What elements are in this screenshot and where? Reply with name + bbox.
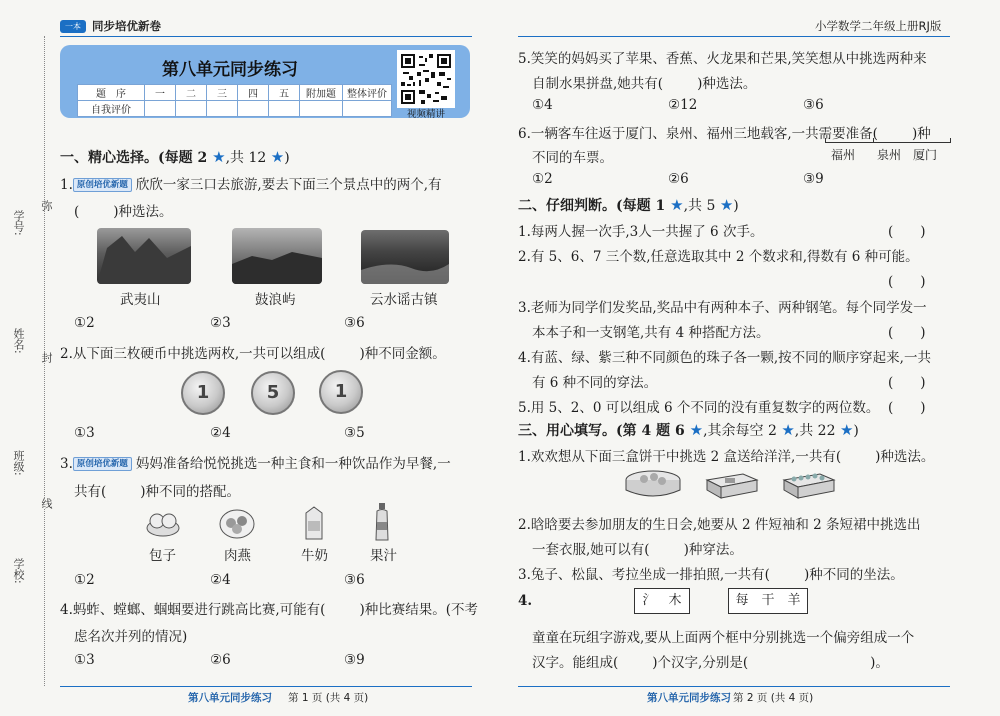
- option[interactable]: ②4: [210, 572, 231, 588]
- question-text: )种: [911, 126, 931, 142]
- table-cell: [207, 101, 238, 117]
- item-text: 有蓝、绿、紫三种不同颜色的珠子各一颗,按不同的顺序穿起来,一共: [530, 350, 931, 366]
- header-rule-left: [60, 36, 472, 37]
- judgement-item: [518, 396, 879, 416]
- question-text: )种选法。: [875, 449, 935, 465]
- caption: 包子: [149, 548, 176, 564]
- question-4-line2: 虑名次并列的情况): [74, 629, 188, 645]
- heading-text: ): [284, 150, 290, 166]
- radical-box-1: [634, 588, 690, 614]
- footer-title: 第八单元同步练习: [647, 692, 731, 704]
- answer-bracket[interactable]: ( ): [888, 325, 926, 341]
- brand-logo: 一本: [60, 20, 86, 33]
- judgement-item-line2: 有 6 种不同的穿法。: [532, 375, 658, 391]
- question-number: 3.: [518, 567, 531, 583]
- page-number: 第 1 页 (共 4 页): [288, 692, 369, 704]
- fill-question-4-line1: 童童在玩组字游戏,要从上面两个框中分别挑选一个偏旁组成一个: [532, 630, 915, 646]
- star-icon: ★: [212, 148, 226, 166]
- radical: 干: [761, 593, 775, 608]
- heading-text: ,共 12: [225, 150, 271, 166]
- star-icon: ★: [839, 421, 854, 439]
- question-text: 欣欣一家三口去旅游,要去下面三个景点中的两个,有: [135, 177, 442, 193]
- coin-icon: 1: [181, 371, 225, 415]
- question-text: 晗晗要去参加朋友的生日会,她要从 2 件短袖和 2 条短裙中挑选出: [530, 517, 921, 533]
- answer-bracket[interactable]: ( ): [888, 400, 926, 416]
- question-text: 共有(: [74, 484, 107, 500]
- question-5: [518, 47, 927, 67]
- option[interactable]: ③6: [344, 572, 365, 588]
- question-2: [60, 342, 446, 362]
- option[interactable]: ①2: [532, 171, 553, 187]
- caption: 肉燕: [224, 548, 251, 564]
- question-1: [60, 173, 442, 193]
- question-6: [518, 122, 931, 142]
- table-cell: [238, 101, 269, 117]
- question-text: )种选法。: [113, 204, 173, 220]
- table-cell: 题 序: [78, 85, 145, 101]
- photo-yunshuiyao: [361, 230, 449, 284]
- table-cell: [300, 101, 343, 117]
- question-text: 汉字。能组成(: [532, 655, 619, 671]
- option[interactable]: ①3: [74, 652, 95, 668]
- cut-mark: 弥: [40, 200, 53, 211]
- question-text: )种比赛结果。(不考: [359, 602, 478, 618]
- star-icon: ★: [781, 421, 795, 439]
- option[interactable]: ②6: [210, 652, 231, 668]
- answer-bracket[interactable]: ( ): [888, 224, 926, 240]
- table-cell: 五: [269, 85, 300, 101]
- question-text: 一套衣服,她可以有(: [532, 542, 650, 558]
- option[interactable]: ③9: [344, 652, 365, 668]
- table-cell: 附加题: [300, 85, 343, 101]
- answer-bracket[interactable]: ( ): [888, 274, 926, 290]
- item-number: 1.: [518, 224, 531, 240]
- caption: 果汁: [370, 548, 397, 564]
- footer-rule-right: [518, 686, 950, 687]
- caption: 武夷山: [120, 292, 161, 308]
- new-question-badge: 原创培优新题: [73, 178, 132, 192]
- question-text: 从下面三枚硬币中挑选两枚,一共可以组成(: [72, 346, 326, 362]
- cookie-box-square-icon: [703, 470, 759, 500]
- question-text: 一辆客车往返于厦门、泉州、福州三地载客,一共需要准备(: [530, 126, 878, 142]
- bun-icon: [145, 508, 181, 538]
- option[interactable]: ③9: [803, 171, 824, 187]
- section3-heading: [518, 420, 859, 440]
- question-number: 4.: [60, 602, 73, 618]
- option[interactable]: ②3: [210, 315, 231, 331]
- self-evaluation-table: [77, 84, 392, 117]
- footer-rule-left: [60, 686, 472, 687]
- option[interactable]: ①4: [532, 97, 553, 113]
- route-line: [825, 142, 951, 143]
- star-icon: ★: [719, 196, 734, 214]
- option[interactable]: ①2: [74, 315, 95, 331]
- item-text: 老师为同学们发奖品,奖品中有两种本子、两种钢笔。每个同学发一: [530, 300, 927, 316]
- radical-box-2: [728, 588, 808, 614]
- table-cell: 四: [238, 85, 269, 101]
- caption: 云水谣古镇: [370, 292, 438, 308]
- question-text: )种不同的坐法。: [803, 567, 904, 583]
- field-student-number: 学号:: [12, 210, 25, 236]
- cut-mark: 线: [40, 498, 53, 509]
- judgement-item: [518, 346, 931, 366]
- qr-code-icon[interactable]: [397, 50, 455, 108]
- fill-question-2: [518, 513, 921, 533]
- fill-question-1: [518, 445, 934, 465]
- question-text: 妈妈准备给悦悦挑选一种主食和一种饮品作为早餐,一: [135, 456, 451, 472]
- item-number: 2.: [518, 249, 531, 265]
- heading-text: ): [733, 198, 739, 214]
- question-text: )种不同的搭配。: [140, 484, 241, 500]
- question-text: 自制水果拼盘,她共有(: [532, 76, 664, 92]
- option[interactable]: ②6: [668, 171, 689, 187]
- milk-icon: [303, 505, 325, 541]
- radical: 羊: [787, 593, 801, 608]
- fill-question-2-line2: [532, 538, 743, 558]
- judgement-item-line2: 本本子和一支钢笔,共有 4 种搭配方法。: [532, 325, 770, 341]
- item-number: 3.: [518, 300, 531, 316]
- fill-question-3: [518, 563, 904, 583]
- caption: 牛奶: [301, 548, 328, 564]
- option[interactable]: ②4: [210, 425, 231, 441]
- heading-text: 二、仔细判断。(每题 1: [518, 198, 671, 214]
- table-cell: [343, 101, 392, 117]
- question-text: )种不同金额。: [359, 346, 446, 362]
- field-class: 班级:: [12, 450, 25, 476]
- option[interactable]: ①2: [74, 572, 95, 588]
- heading-text: 三、用心填写。(第 4 题 6: [518, 423, 690, 439]
- star-icon: ★: [670, 196, 684, 214]
- header-rule-right: [518, 36, 950, 37]
- item-text: 每两人握一次手,3人一共握了 6 次手。: [530, 224, 764, 240]
- coin-icon: 5: [251, 371, 295, 415]
- question-text: )种穿法。: [683, 542, 743, 558]
- question-4: [60, 598, 478, 618]
- question-3-line2: [74, 480, 240, 500]
- page-title: 第八单元同步练习: [162, 60, 298, 80]
- question-1-line2: [74, 200, 173, 220]
- option[interactable]: ③5: [344, 425, 365, 441]
- table-cell: 整体评价: [343, 85, 392, 101]
- cookie-box-round-icon: [624, 468, 682, 500]
- question-text: 蚂蚱、螳螂、蝈蝈要进行跳高比赛,可能有(: [72, 602, 326, 618]
- judgement-item: [518, 220, 763, 240]
- item-number: 4.: [518, 350, 531, 366]
- question-text: )个汉字,分别是(: [652, 655, 749, 671]
- table-cell: [269, 101, 300, 117]
- question-number: 2.: [60, 346, 73, 362]
- table-cell: 三: [207, 85, 238, 101]
- item-text: 有 5、6、7 三个数,任意选取其中 2 个数求和,得数有 6 种可能。: [530, 249, 919, 265]
- cookie-box-long-icon: [780, 468, 836, 500]
- fill-question-4-number: 4.: [518, 593, 533, 609]
- heading-text: ,共 5: [683, 198, 720, 214]
- book-info: 小学数学二年级上册RJ版: [815, 19, 942, 33]
- page-number: 第 2 页 (共 4 页): [733, 692, 814, 704]
- table-cell: 自我评价: [78, 101, 145, 117]
- option[interactable]: ③6: [344, 315, 365, 331]
- question-number: 1.: [518, 449, 531, 465]
- new-question-badge: 原创培优新题: [73, 457, 132, 471]
- answer-bracket[interactable]: ( ): [888, 375, 926, 391]
- route-tick: [950, 138, 951, 142]
- table-cell: 二: [176, 85, 207, 101]
- radical: 氵: [642, 593, 656, 608]
- caption: 鼓浪屿: [255, 292, 296, 308]
- section2-heading: [518, 195, 739, 215]
- series-title: 同步培优新卷: [92, 19, 161, 33]
- map-label: 福州: [831, 148, 856, 162]
- option[interactable]: ①3: [74, 425, 95, 441]
- question-6-line2: 不同的车票。: [532, 150, 613, 166]
- field-name: 姓名:: [12, 328, 25, 354]
- photo-gulangyu: [232, 228, 322, 284]
- radical: 每: [735, 593, 749, 608]
- judgement-item: [518, 296, 927, 316]
- juice-icon: [372, 502, 392, 542]
- question-text: 笑笑的妈妈买了苹果、香蕉、火龙果和芒果,笑笑想从中挑选两种来: [530, 51, 927, 67]
- question-3: [60, 452, 451, 472]
- question-5-line2: [532, 72, 756, 92]
- question-text: )。: [870, 655, 889, 671]
- cut-mark: 封: [40, 352, 53, 363]
- item-number: 5.: [518, 400, 531, 416]
- question-number: 3.: [60, 456, 73, 472]
- fill-question-4-line2: [532, 651, 889, 671]
- judgement-item: [518, 245, 919, 265]
- radical: 木: [668, 593, 682, 608]
- heading-text: 一、精心选择。(每题 2: [60, 150, 213, 166]
- question-text: 兔子、松鼠、考拉坐成一排拍照,一共有(: [530, 567, 770, 583]
- route-tick: [825, 138, 826, 142]
- table-cell: [145, 101, 176, 117]
- question-number: 2.: [518, 517, 531, 533]
- option[interactable]: ②12: [668, 97, 698, 113]
- table-cell: 一: [145, 85, 176, 101]
- coin-icon: 1: [319, 370, 363, 414]
- meat-swallow-icon: [218, 508, 256, 540]
- qr-label: 视频精讲: [406, 109, 445, 120]
- route-tick: [873, 138, 874, 142]
- footer-title: 第八单元同步练习: [188, 692, 272, 704]
- photo-wuyishan: [97, 228, 191, 284]
- option[interactable]: ③6: [803, 97, 824, 113]
- question-text: (: [74, 204, 80, 220]
- heading-text: ,共 22: [794, 423, 840, 439]
- item-text: 用 5、2、0 可以组成 6 个不同的没有重复数字的两位数。: [530, 400, 880, 416]
- heading-text: ,其余每空 2: [703, 423, 782, 439]
- field-school: 学校:: [12, 558, 25, 584]
- table-cell: [176, 101, 207, 117]
- question-number: 1.: [60, 177, 73, 193]
- heading-text: ): [853, 423, 859, 439]
- star-icon: ★: [270, 148, 285, 166]
- question-text: )种选法。: [697, 76, 757, 92]
- map-label: 厦门: [913, 148, 938, 162]
- question-number: 5.: [518, 51, 531, 67]
- star-icon: ★: [689, 421, 704, 439]
- map-label: 泉州: [877, 148, 902, 162]
- section1-heading: [60, 147, 290, 167]
- question-text: 欢欢想从下面三盒饼干中挑选 2 盒送给洋洋,一共有(: [530, 449, 842, 465]
- question-number: 6.: [518, 126, 531, 142]
